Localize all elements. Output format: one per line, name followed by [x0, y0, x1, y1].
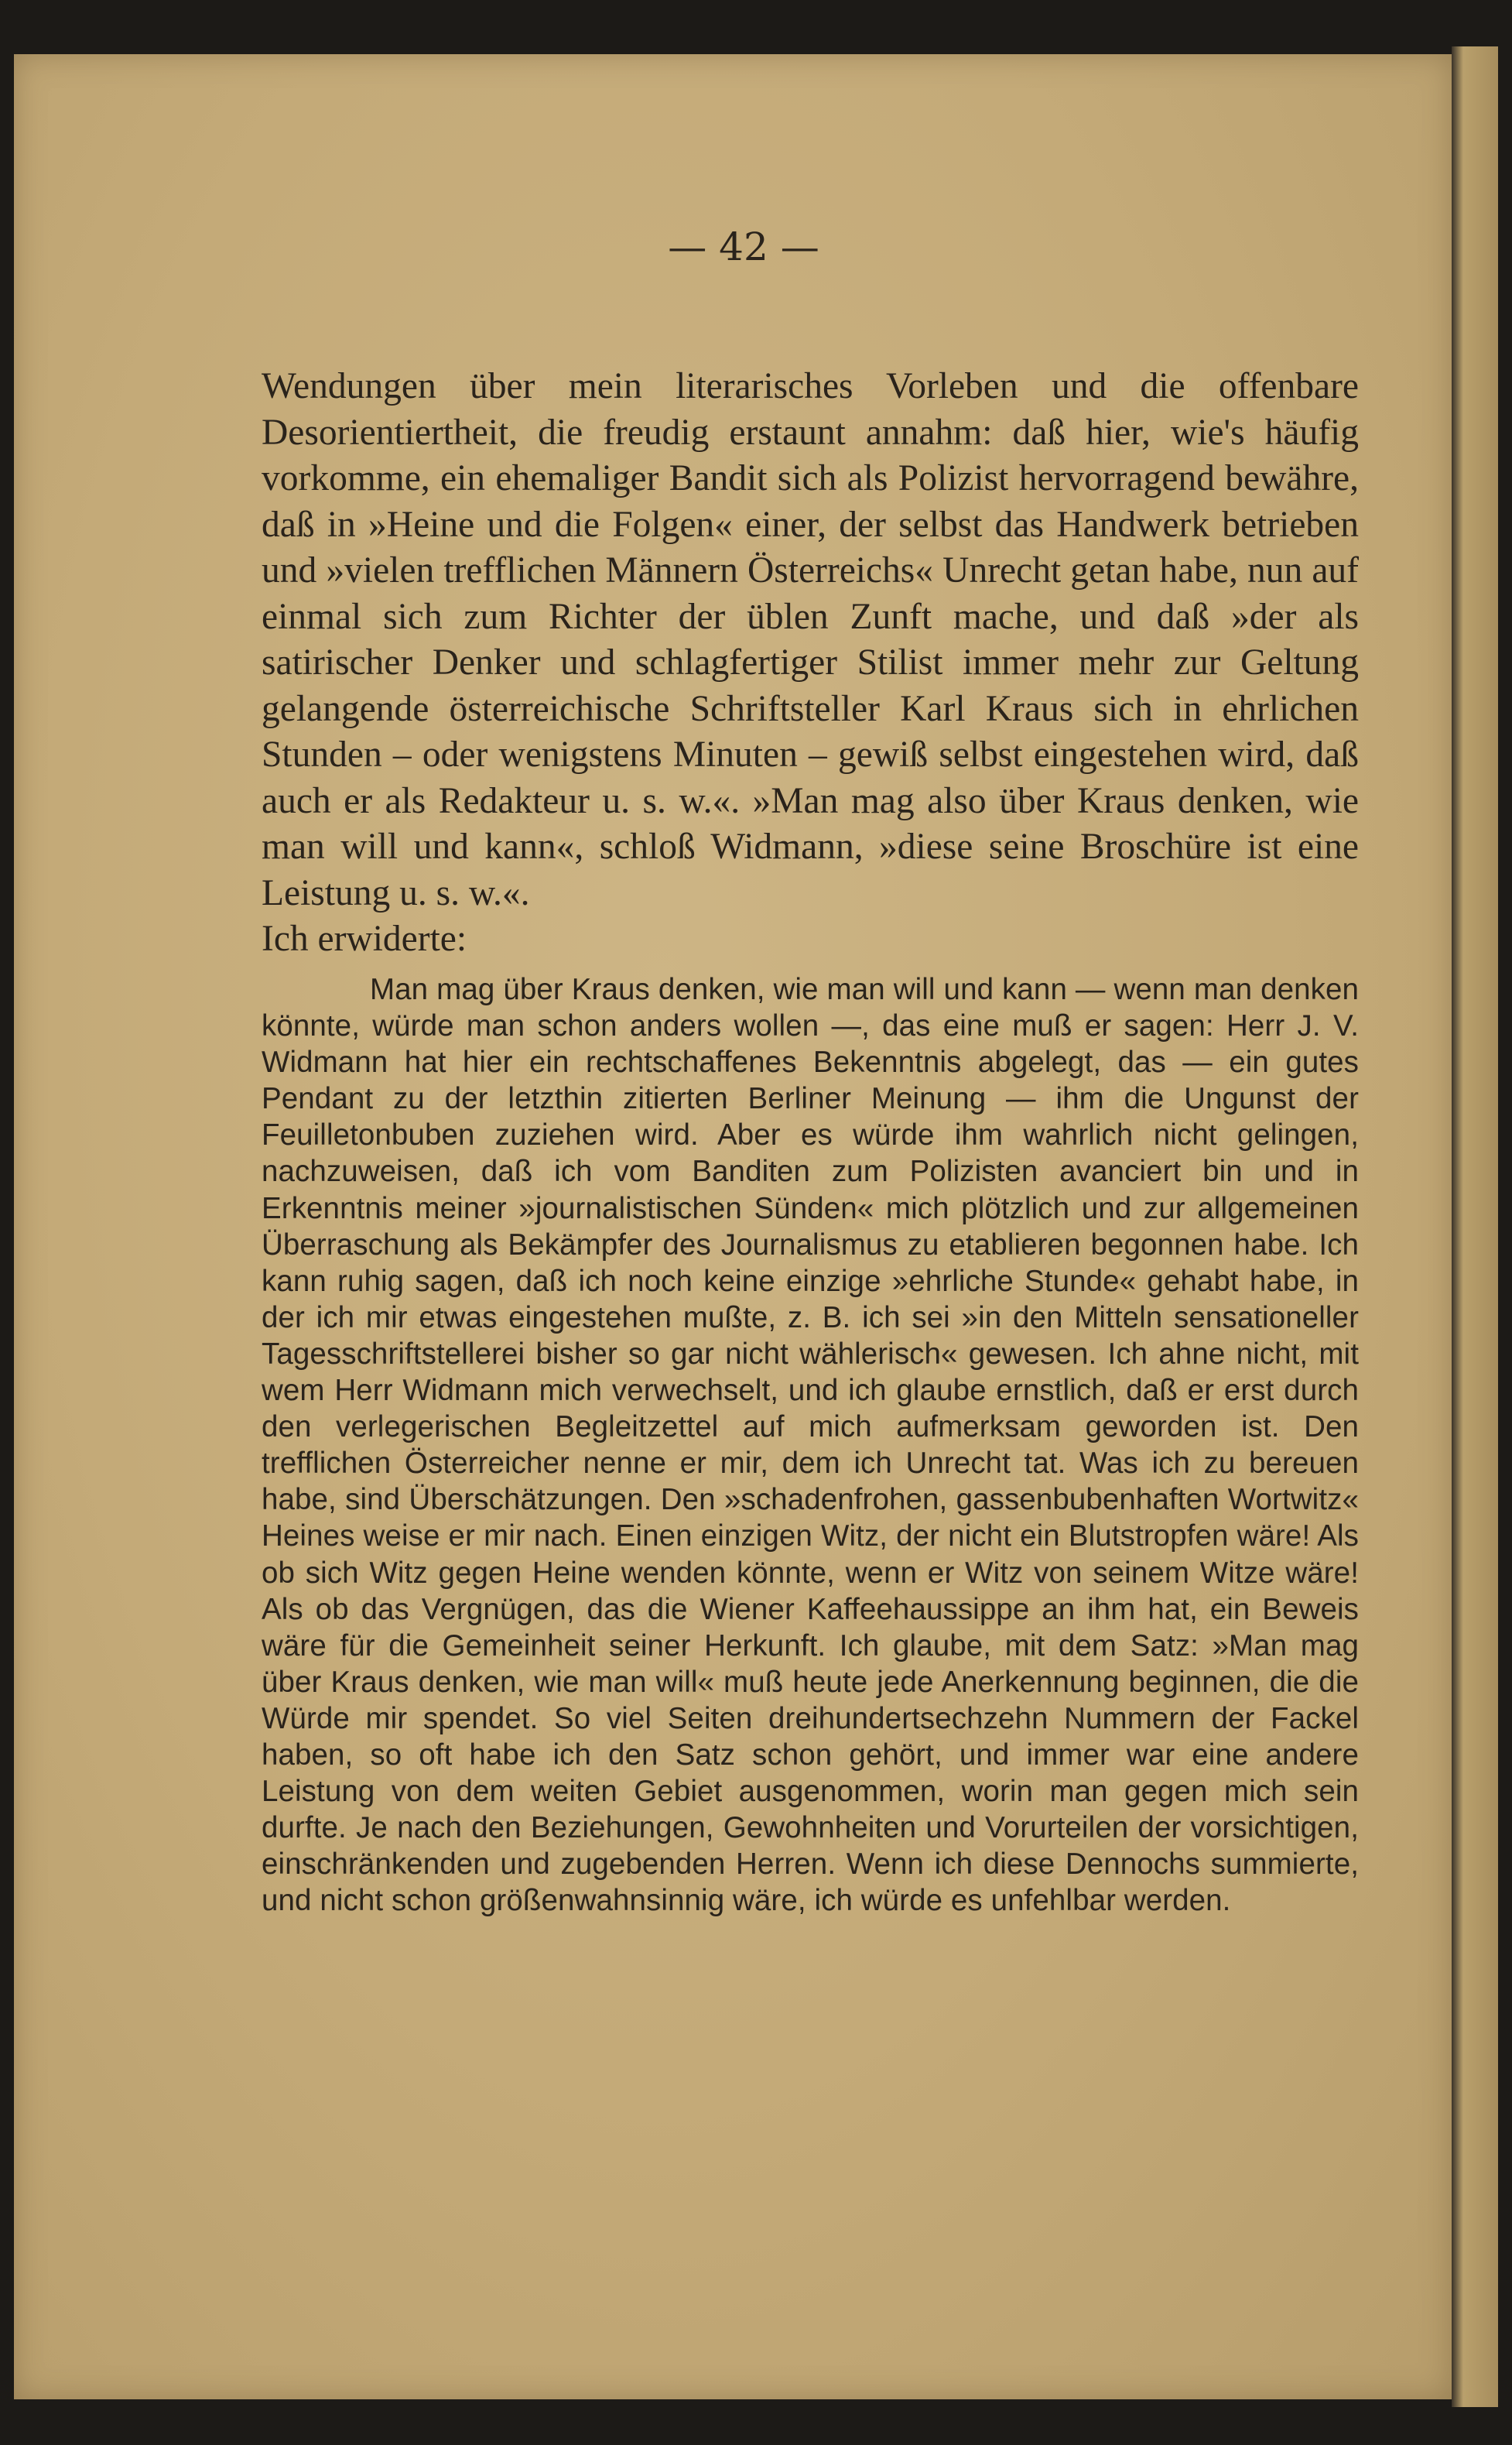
adjacent-page-edge [1452, 46, 1498, 2407]
main-paragraph: Wendungen über mein literarisches Vorleben und die offenbare Desorientiertheit, die freudig erstaunt annahm: daß hier, wie's häufig vorkomme, ein ehemaliger Bandit sich als Polizist hervorragend bewähre, daß in »Heine und die Folgen« einer, der selbst das Handwerk betrieben und »vielen trefflichen Männern Österreichs« Unrecht getan habe, nun auf einmal sich zum Richter der üblen Zunft mache, und daß »der als satirischer Denker und schlagfertiger Stilist immer mehr zur Geltung gelangende österreichische Schriftsteller Karl Kraus sich in ehrlichen Stunden – oder wenigstens Minuten – gewiß selbst eingestehen wird, daß auch er als Redakteur u. s. w.«. »Man mag also über Kraus denken, wie man will und kann«, schloß Widmann, »diese seine Broschüre ist eine Leistung u. s. w.«. [262, 366, 1359, 913]
page-number [67, 224, 1512, 269]
closing-line: Ich erwiderte: [262, 919, 467, 959]
reply-text-block [262, 971, 1359, 1919]
page-number-label: — 42 — [668, 224, 819, 269]
main-text-block [262, 364, 1359, 963]
reply-paragraph: Man mag über Kraus denken, wie man will und kann — wenn man denken könnte, würde man schon anders wollen —, das eine muß er sagen: Herr J. V. Widmann hat hier ein rechtschaffenes Bekenntnis abgelegt, das — ein gutes Pendant zu der letzthin zitierten Berliner Meinung — ihm die Ungunst der Feuilletonbuben zuziehen wird. Aber es würde ihm wahrlich nicht gelingen, nachzuweisen, daß ich vom Banditen zum Polizisten avanciert bin und in Erkenntnis meiner »journalistischen Sünden« mich plötzlich und zur allgemeinen Überraschung als Bekämpfer des Journalismus zu etablieren begonnen habe. Ich kann ruhig sagen, daß ich noch keine einzige »ehrliche Stunde« gehabt habe, in der ich mir etwas eingestehen mußte, z. B. ich sei »in den Mitteln sensationeller Tagesschriftstellerei bisher so gar nicht wählerisch« gewesen. Ich ahne nicht, mit wem Herr Widmann mich verwechselt, und ich glaube ernstlich, daß er erst durch den verlegerischen Begleitzettel auf mich aufmerksam geworden ist. Den trefflichen Österreicher nenne er mir, dem ich Unrecht tat. Was ich zu bereuen habe, sind Überschätzungen. Den »schadenfrohen, gassenbubenhaften Wortwitz« Heines weise er mir nach. Einen einzigen Witz, der nicht ein Blutstropfen wäre! Als ob sich Witz gegen Heine wenden könnte, wenn er Witz von seinem Witze wäre! Als ob das Vergnügen, das die Wiener Kaffeehaussippe an ihm hat, ein Beweis wäre für die Gemeinheit seiner Herkunft. Ich glaube, mit dem Satz: »Man mag über Kraus denken, wie man will« muß heute jede Anerkennung beginnen, die die Würde mir spendet. So viel Seiten dreihundertsechzehn Nummern der Fackel haben, so oft habe ich den Satz schon gehört, und immer war eine andere Leistung von dem weiten Gebiet ausgenommen, worin man gegen mich sein durfte. Je nach den Beziehungen, Gewohnheiten und Vorurteilen der vorsichtigen, einschränkenden und zugebenden Herren. Wenn ich diese Dennochs summierte, und nicht schon größenwahnsinnig wäre, ich würde es unfehlbar werden. [262, 973, 1359, 1918]
